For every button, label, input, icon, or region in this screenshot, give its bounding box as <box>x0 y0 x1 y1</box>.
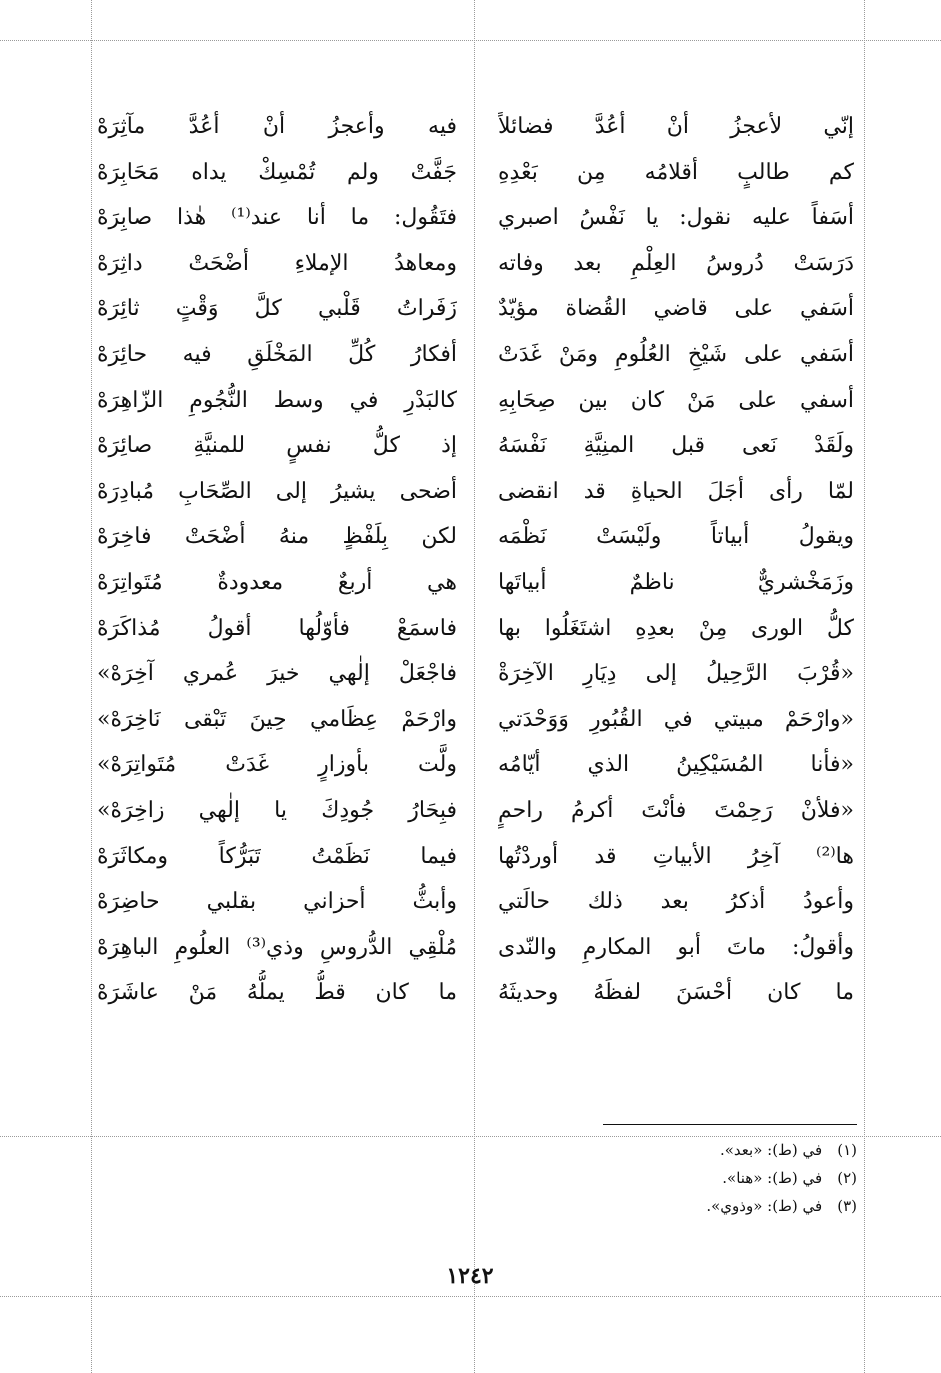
verse-line: أضحى يشيرُ إلى الصِّحَابِ مُبادِرَهْ <box>97 478 457 504</box>
verse-line: أسَفي على قاضي القُضاة مؤيّدٌ <box>498 296 854 322</box>
verse-line: ولَقَدْ نَعى قبل المنِيَّةِ نَفْسَهُ <box>498 433 854 459</box>
verse-line: أسفي على مَنْ كان بين صِحَابِهِ <box>498 387 854 413</box>
verse-line: «قُرْبَ الرَّحِيلُ إلى دِيَارِ الآخِرَةْ <box>498 661 854 687</box>
verse-line: ما كان أحْسَنَ لفظَهُ وحديثَهُ <box>498 980 854 1006</box>
verse-line: دَرَسَتْ دُروسُ العِلْمِ بعد وفاته <box>498 250 854 276</box>
poem-right-column <box>498 104 854 1094</box>
footnote-text: في (ط): «بعد». <box>719 1141 823 1159</box>
verse-line: «فلأنْ رَحِمْتَ فأنْتَ أكرمُ راحمٍ <box>498 797 854 823</box>
verse-line: فاسمَعْ فأوّلُها أقولُ مُذاكَرَهْ <box>97 615 457 641</box>
verse-line: فيما نَظَمْتُ تَبَرُّكاً ومكاثَرَهْ <box>97 843 457 869</box>
footnote-text: في (ط): «وذوي». <box>706 1197 823 1215</box>
verse-line: ها⁽²⁾ آخِرُ الأبياتِ قد أوردْتُها <box>498 843 854 869</box>
verse-line: ومعاهدُ الإملاءِ أضْحَتْ داثِرَهْ <box>97 250 457 276</box>
verse-line: أسَفاً عليه نقول: يا نَفْسُ اصبري <box>498 205 854 231</box>
poem-left-column <box>97 104 457 1094</box>
verse-line: فيه وأعجزُ أنْ أعُدَّ مآثِرَهْ <box>97 114 457 139</box>
verse-line: فتَقُول: ما أنا عند⁽¹⁾ هٰذا صابِرَهْ <box>97 205 457 231</box>
verse-line: مُلْقِي الدُّروسِ وذي⁽³⁾ العلُومِ الباهِرَهْ <box>97 934 457 960</box>
footnote-number: (٢) <box>837 1169 857 1187</box>
footnote-number: (١) <box>837 1141 857 1159</box>
verse-line: وارْحَمْ عِظَامي حِينَ تَبْقى نَاخِرَهْ» <box>97 706 457 732</box>
verse-line: هي أربعٌ معدودةٌ مُتَواتِرَهْ <box>97 569 457 595</box>
page-number: ١٢٤٢ <box>446 1263 494 1289</box>
verse-line: أسَفي على شَيْخِ العُلُومِ ومَنْ غَدَتْ <box>498 341 854 367</box>
verse-line: جَفَّتْ ولم تُمْسِكْ يداه مَحَابِرَهْ <box>97 159 457 185</box>
verse-line: لكن بِلَفْظٍ منهُ أضْحَتْ فاخِرَهْ <box>97 524 457 550</box>
verse-line: إنّي لأعجزُ أنْ أعُدَّ فضائلاً <box>498 114 854 139</box>
verse-line: كم طالبٍ أقلامُه مِن بَعْدِهِ <box>498 159 854 185</box>
verse-line: ولَّت بأوزارٍ غَدَتْ مُتَواتِرَهْ» <box>97 752 457 778</box>
verse-line: ما كان قطُّ يملُّهُ مَنْ عاشَرَهْ <box>97 980 457 1006</box>
verse-line: وأعودُ أذكرُ بعد ذلك حالَتي <box>498 889 854 915</box>
verse-line: فاجْعَلْ إلٰهي خيرَ عُمري آخِرَهْ» <box>97 661 457 687</box>
verse-line: إذ كلُّ نفسٍ للمنيَّةِ صائِرَهْ <box>97 433 457 459</box>
margin-guide-line <box>0 40 941 41</box>
margin-guide-line <box>91 0 92 1373</box>
footnote-number: (٣) <box>837 1197 857 1215</box>
footnote-separator <box>603 1124 857 1125</box>
verse-line: فبِحَارُ جُودِكَ يا إلٰهي زاخِرَهْ» <box>97 797 457 823</box>
verse-line: ويقولُ أبياتاً ولَيْسَتْ نَظْمَه <box>498 524 854 550</box>
margin-guide-line <box>474 0 475 1373</box>
verse-line: زَفَراتُ قَلْبي كلَّ وَقْتٍ ثائِرَهْ <box>97 296 457 322</box>
footnote-text: في (ط): «هنا». <box>722 1169 823 1187</box>
verse-line: كالبَدْرِ في وسط النُّجُومِ الزّاهِرَهْ <box>97 387 457 413</box>
verse-line: وأقولُ: ماتَ أبو المكارمِ والنّدى <box>498 934 854 960</box>
verse-line: وأبثُّ أحزاني بقلبي حاضِرَهْ <box>97 889 457 915</box>
verse-line: وزَمَخْشريٌّ ناظمٌ أبياتَها <box>498 569 854 595</box>
margin-guide-line <box>0 1296 941 1297</box>
verse-line: كلُّ الورى مِنْ بعدِهِ اشتَغَلُوا بها <box>498 615 854 641</box>
verse-line: «فأنا المُسَيْكِينُ الذي أيّامُه <box>498 752 854 778</box>
margin-guide-line <box>864 0 865 1373</box>
footnotes <box>527 1136 857 1220</box>
verse-line: لمّا رأى أجَلَ الحياةِ قد انقضى <box>498 478 854 504</box>
footnote <box>527 1192 857 1220</box>
footnote <box>527 1136 857 1164</box>
footnote <box>527 1164 857 1192</box>
verse-line: «وارْحَمْ مبيتي في القُبُورِ وَوَحْدَتي <box>498 706 854 732</box>
verse-line: أفكارُ كُلِّ المَخْلَقِ فيه حائِرَهْ <box>97 341 457 367</box>
